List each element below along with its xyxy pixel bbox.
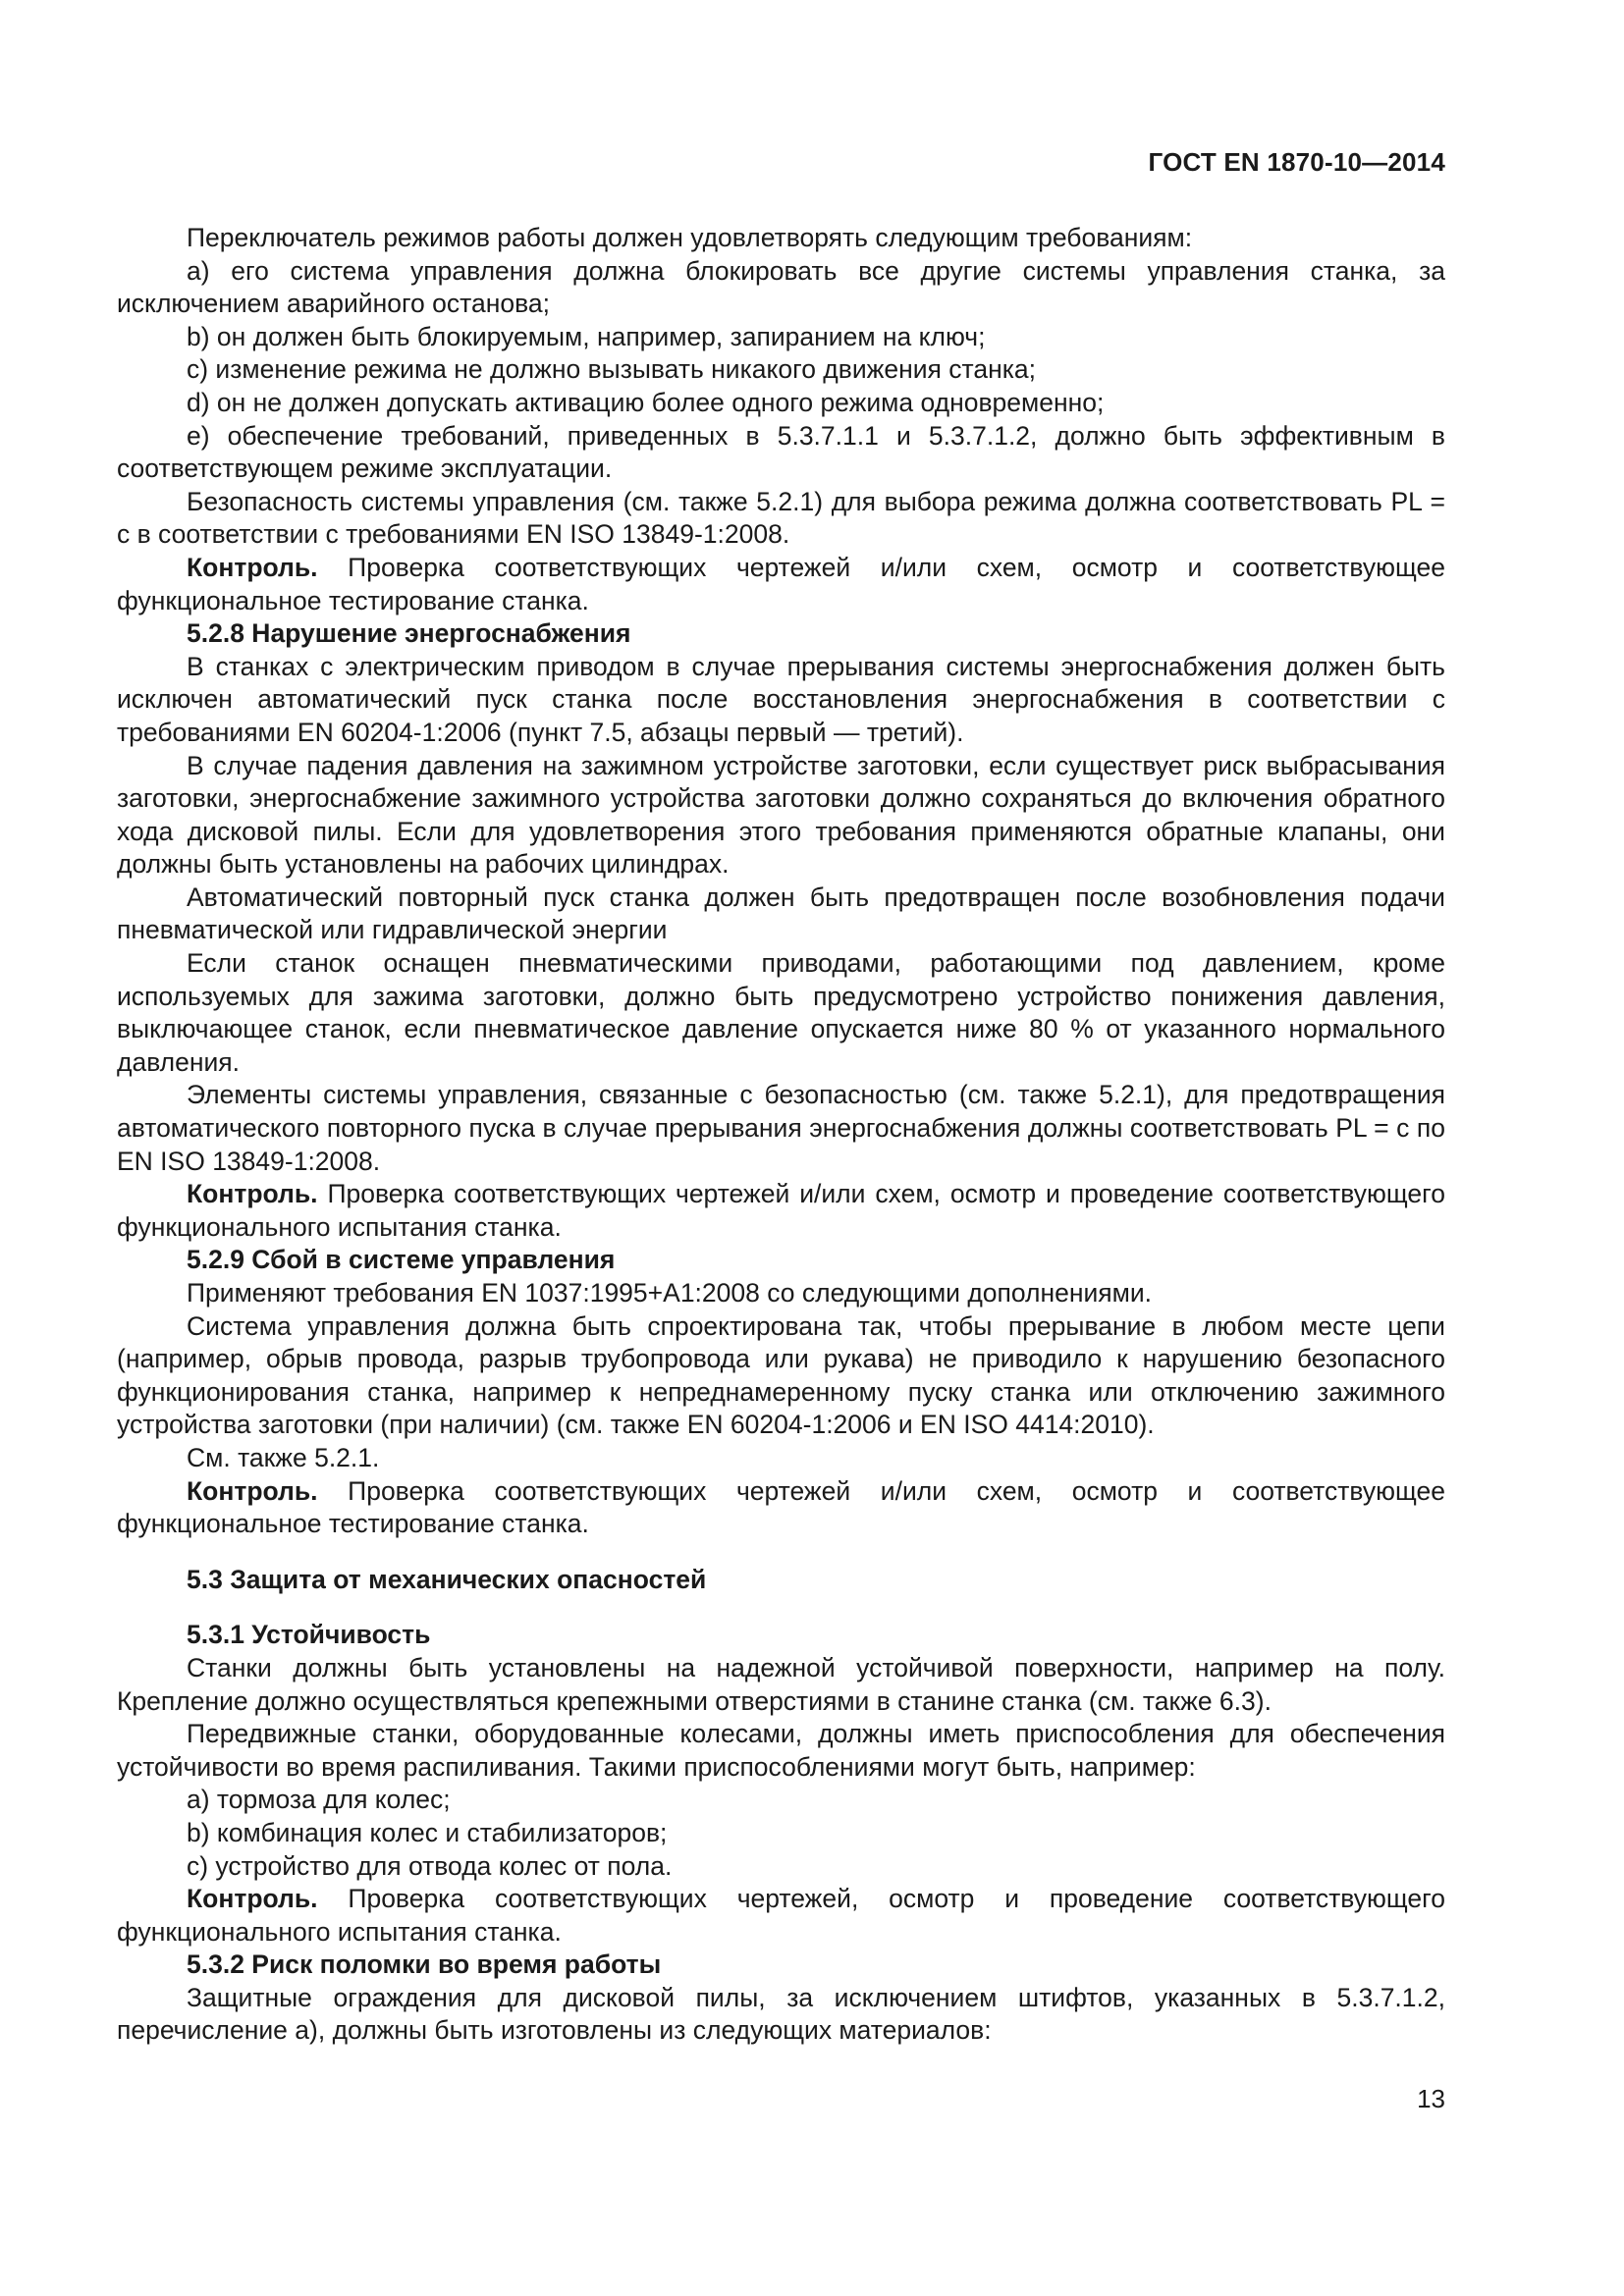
- body-paragraph: См. также 5.2.1.: [187, 1442, 380, 1472]
- body-paragraph: Защитные ограждения для дисковой пилы, за исключением штифтов, указанных в 5.3.7.1.2, перечисление a), должны быть изготовлены из следующих материалов:: [117, 1982, 1445, 2046]
- control-label: Контроль.: [187, 1884, 318, 1914]
- control-paragraph: [117, 552, 1445, 617]
- control-paragraph: [117, 1475, 1445, 1541]
- body-paragraph: a) его система управления должна блокировать все другие системы управления станка, за исключением аварийного останова;: [117, 255, 1445, 319]
- body-paragraph: Применяют требования EN 1037:1995+A1:2008 со следующими дополнениями.: [187, 1278, 1153, 1308]
- document-body: [117, 222, 1445, 2048]
- body-paragraph: a) тормоза для колес;: [187, 1785, 451, 1815]
- body-paragraph: В случае падения давления на зажимном устройстве заготовки, если существует риск выбрасывания заготовки, энергоснабжение зажимного устройства заготовки должно сохраняться до включения обратного хода дисковой пилы. Если для удовлетворения этого требования применяются обратные клапаны, они должны быть установлены на рабочих цилиндрах.: [117, 750, 1445, 880]
- control-paragraph: [117, 1178, 1445, 1244]
- body-paragraph: Станки должны быть установлены на надежной устойчивой поверхности, например на полу. Крепление должно осуществляться крепежными отверстиями в станине станка (см. также 6.3).: [117, 1652, 1445, 1716]
- control-paragraph: [117, 1883, 1445, 1949]
- body-paragraph: Передвижные станки, оборудованные колесами, должны иметь приспособления для обеспечения устойчивости во время распиливания. Такими приспособлениями могут быть, например:: [117, 1719, 1445, 1782]
- body-paragraph: d) он не должен допускать активацию более одного режима одновременно;: [187, 387, 1105, 417]
- page-number: 13: [1417, 2084, 1445, 2113]
- control-text: Проверка соответствующих чертежей, осмотр и проведение соответствующего функционального испытания станка.: [117, 1884, 1445, 1947]
- body-paragraph: Элементы системы управления, связанные с безопасностью (см. также 5.2.1), для предотвращения автоматического повторного пуска в случае прерывания энергоснабжения должны соответствовать PL = c по EN ISO 13849-1:2008.: [117, 1080, 1445, 1176]
- section-heading: 5.3.1 Устойчивость: [187, 1620, 431, 1650]
- document-header: ГОСТ EN 1870-10—2014: [1148, 147, 1445, 177]
- body-paragraph: c) устройство для отвода колес от пола.: [187, 1850, 673, 1881]
- body-paragraph: Если станок оснащен пневматическими приводами, работающими под давлением, кроме используемых для зажима заготовки, должно быть предусмотрено устройство понижения давления, выключающее станок, если пневматическое давление опускается ниже 80 % от указанного нормального давления.: [117, 948, 1445, 1077]
- body-paragraph: b) он должен быть блокируемым, например, запиранием на ключ;: [187, 321, 986, 351]
- body-paragraph: e) обеспечение требований, приведенных в 5.3.7.1.1 и 5.3.7.1.2, должно быть эффективным в соответствующем режиме эксплуатации.: [117, 420, 1445, 484]
- body-paragraph: b) комбинация колес и стабилизаторов;: [187, 1817, 668, 1847]
- section-heading: 5.3 Защита от механических опасностей: [187, 1564, 707, 1594]
- section-heading: 5.3.2 Риск поломки во время работы: [187, 1949, 662, 1980]
- control-text: Проверка соответствующих чертежей и/или схем, осмотр и соответствующее функциональное тестирование станка.: [117, 552, 1445, 615]
- section-heading: 5.2.9 Сбой в системе управления: [187, 1245, 616, 1275]
- body-paragraph: В станках с электрическим приводом в случае прерывания системы энергоснабжения должен быть исключен автоматический пуск станка после восстановления энергоснабжения в соответствии с требованиями EN 60204-1:2006 (пункт 7.5, абзацы первый — третий).: [117, 651, 1445, 747]
- control-text: Проверка соответствующих чертежей и/или схем, осмотр и соответствующее функциональное тестирование станка.: [117, 1475, 1445, 1539]
- control-label: Контроль.: [187, 1179, 318, 1209]
- control-label: Контроль.: [187, 552, 318, 582]
- body-paragraph: Безопасность системы управления (см. также 5.2.1) для выбора режима должна соответствовать PL = c в соответствии с требованиями EN ISO 13849-1:2008.: [117, 486, 1445, 550]
- body-paragraph: Переключатель режимов работы должен удовлетворять следующим требованиям:: [187, 223, 1193, 252]
- section-heading: 5.2.8 Нарушение энергоснабжения: [187, 618, 631, 649]
- body-paragraph: Автоматический повторный пуск станка должен быть предотвращен после возобновления подачи пневматической или гидравлической энергии: [117, 881, 1445, 945]
- control-text: Проверка соответствующих чертежей и/или схем, осмотр и проведение соответствующего функционального испытания станка.: [117, 1179, 1445, 1242]
- body-paragraph: Система управления должна быть спроектирована так, чтобы прерывание в любом месте цепи (например, обрыв провода, разрыв трубопровода или рукава) не приводило к нарушению безопасного функционирования станка, например к непреднамеренному пуску станка или отключению зажимного устройства заготовки (при наличии) (см. также EN 60204-1:2006 и EN ISO 4414:2010).: [117, 1310, 1445, 1440]
- control-label: Контроль.: [187, 1475, 318, 1506]
- body-paragraph: c) изменение режима не должно вызывать никакого движения станка;: [187, 354, 1036, 385]
